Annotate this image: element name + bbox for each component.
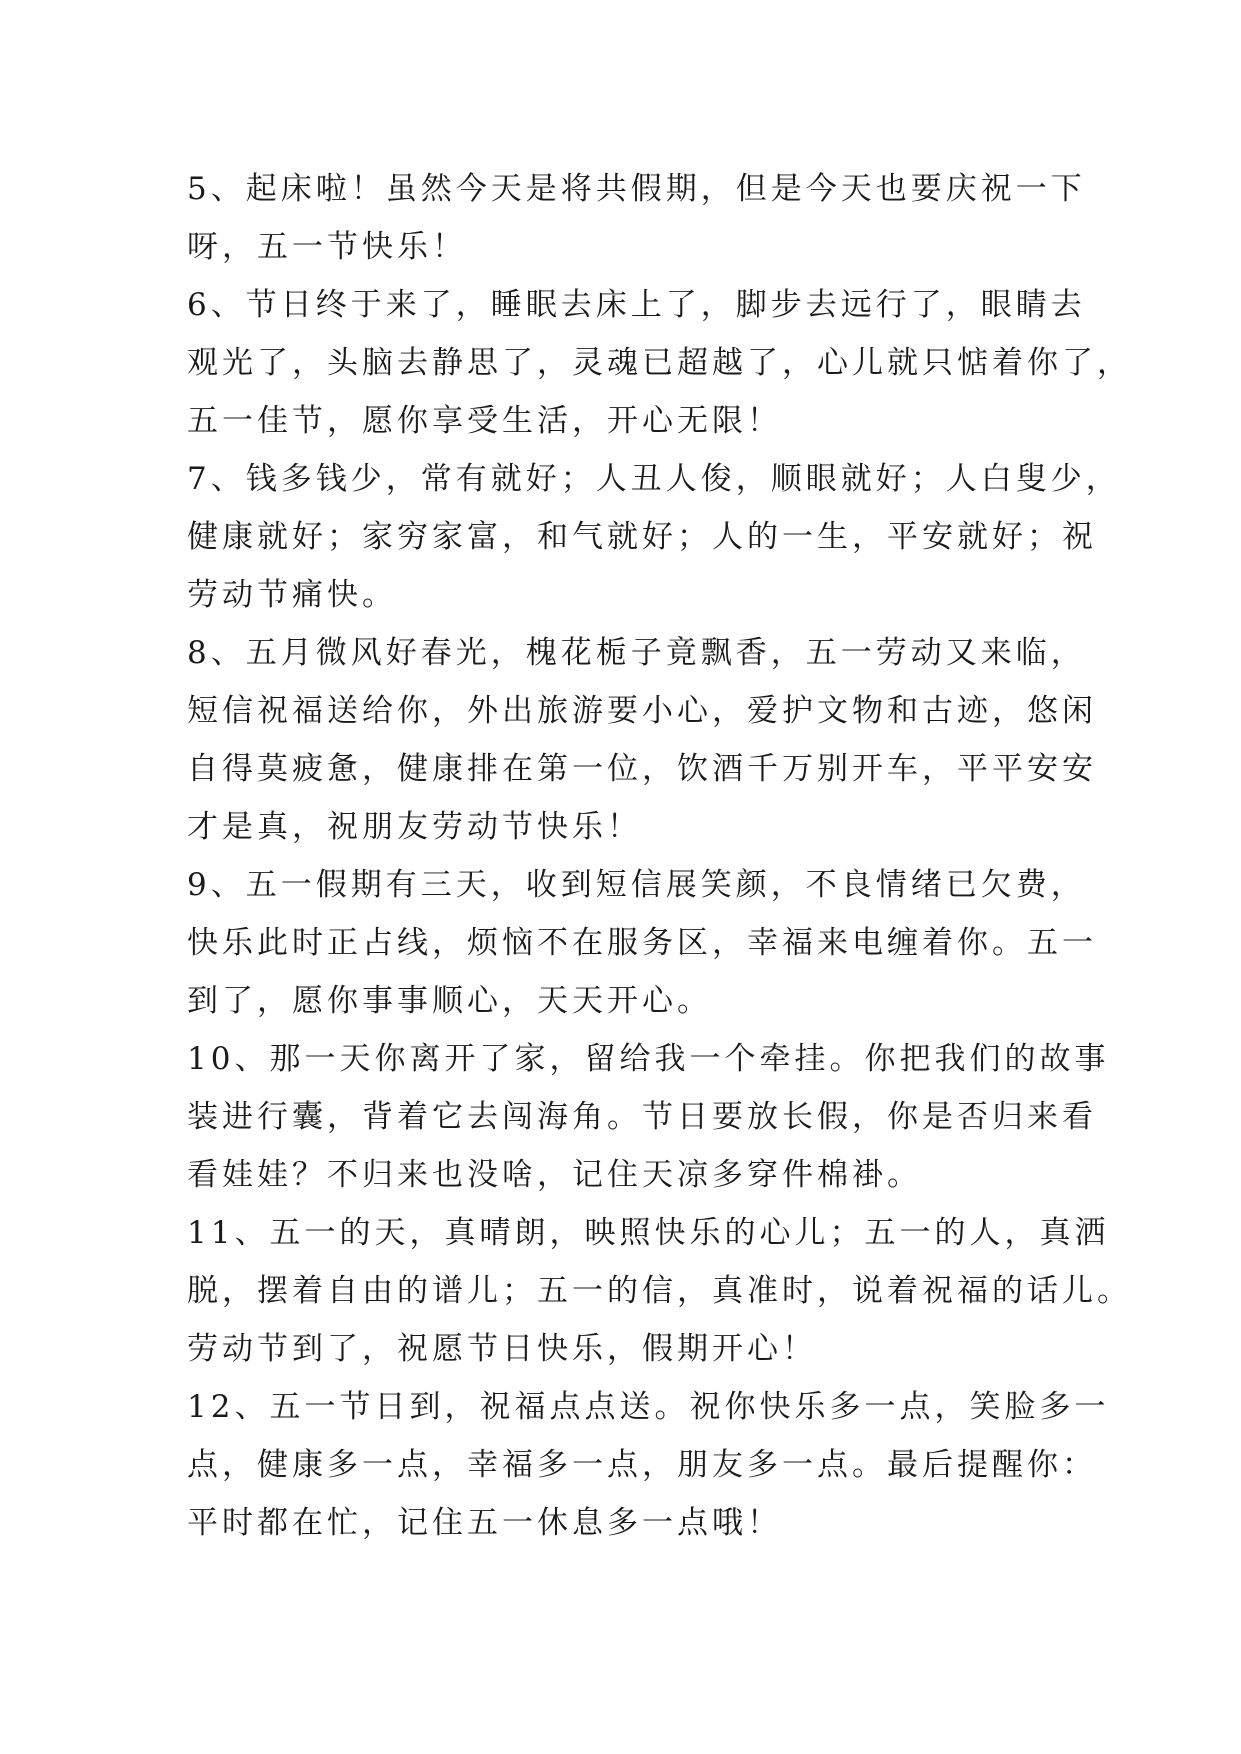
- text-line: 10、那一天你离开了家，留给我一个牵挂。你把我们的故事: [187, 1041, 1110, 1077]
- text-line: 装进行囊，背着它去闯海角。节日要放长假，你是否归来看: [187, 1099, 1097, 1135]
- text-line: 5、起床啦！虽然今天是将共假期，但是今天也要庆祝一下: [187, 171, 1086, 207]
- text-line: 6、节日终于来了，睡眠去床上了，脚步去远行了，眼睛去: [187, 287, 1086, 323]
- text-line: 12、五一节日到，祝福点点送。祝你快乐多一点，笑脸多一: [187, 1389, 1110, 1425]
- text-line: 劳动节痛快。: [187, 577, 397, 613]
- text-line: 到了，愿你事事顺心，天天开心。: [187, 983, 712, 1019]
- text-line: 11、五一的天，真晴朗，映照快乐的心儿；五一的人，真洒: [187, 1215, 1110, 1251]
- text-line: 才是真，祝朋友劳动节快乐！: [187, 809, 642, 845]
- text-line: 点，健康多一点，幸福多一点，朋友多一点。最后提醒你：: [187, 1447, 1097, 1483]
- text-line: 五一佳节，愿你享受生活，开心无限！: [187, 403, 782, 439]
- text-line: 9、五一假期有三天，收到短信展笑颜，不良情绪已欠费，: [187, 867, 1086, 903]
- document-body: [187, 160, 1132, 1552]
- text-line: 劳动节到了，祝愿节日快乐，假期开心！: [187, 1331, 817, 1367]
- text-line: 健康就好；家穷家富，和气就好；人的一生，平安就好；祝: [187, 519, 1097, 555]
- text-line: 呀，五一节快乐！: [187, 229, 467, 265]
- text-line: 7、钱多钱少，常有就好；人丑人俊，顺眼就好；人白叟少，: [187, 461, 1121, 497]
- text-line: 脱，摆着自由的谱儿；五一的信，真准时，说着祝福的话儿。: [187, 1273, 1132, 1309]
- text-line: 8、五月微风好春光，槐花栀子竟飘香，五一劳动又来临，: [187, 635, 1086, 671]
- text-line: 短信祝福送给你，外出旅游要小心，爱护文物和古迹，悠闲: [187, 693, 1097, 729]
- text-line: 快乐此时正占线，烦恼不在服务区，幸福来电缠着你。五一: [187, 925, 1097, 961]
- text-line: 看娃娃？不归来也没啥，记住天凉多穿件棉褂。: [187, 1157, 922, 1193]
- text-line: 平时都在忙，记住五一休息多一点哦！: [187, 1505, 782, 1541]
- text-line: 自得莫疲惫，健康排在第一位，饮酒千万别开车，平平安安: [187, 751, 1097, 787]
- text-line: 观光了，头脑去静思了，灵魂已超越了，心儿就只惦着你了，: [187, 345, 1132, 381]
